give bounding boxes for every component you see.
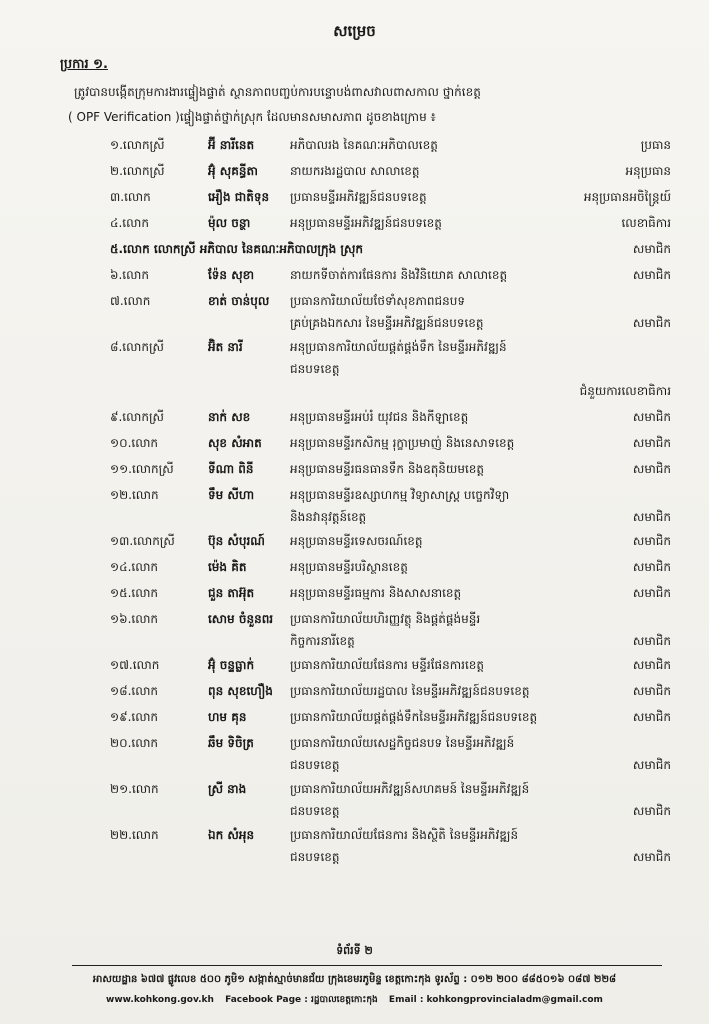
- member-title: ១.លោកស្រី: [110, 138, 165, 152]
- member-name: ឆឹម ទិចិត្រ: [208, 736, 254, 750]
- member-name: ប៊ុន សំបុរណ៍: [208, 534, 265, 548]
- footer-website: www.kohkong.gov.kh: [106, 995, 214, 1005]
- member-title: ១៦.លោក: [110, 612, 159, 626]
- member-position: អនុប្រធានមន្ទីរកសិកម្ម រុក្ខាប្រមាញ់ និងនេសាទខេត្ត: [290, 436, 515, 450]
- member-list: [0, 135, 709, 871]
- page-number: ទំព័រទី ២: [336, 944, 373, 957]
- member-row: [0, 609, 709, 655]
- member-position: ប្រធានការិយាល័យផែនការ មន្ទីរផែនការខេត្ត: [290, 658, 485, 672]
- member-role: សមាជិក: [632, 710, 671, 724]
- member-row: [0, 459, 709, 485]
- member-row: [0, 531, 709, 557]
- member-row: [0, 433, 709, 459]
- member-title: ១៩.លោក: [110, 710, 159, 724]
- member-name: អ៊ី នារីនេត: [208, 138, 255, 152]
- member-name: អឿង ជាតិទុន: [208, 190, 270, 204]
- member-name: នាក់ សខ: [208, 410, 251, 424]
- member-role: អនុប្រធាន: [625, 164, 671, 178]
- member-title: ៦.លោក: [110, 268, 149, 282]
- member-row: [0, 187, 709, 213]
- intro-line-1: ត្រូវបានបង្កើតក្រុមការងារផ្ទៀងផ្ទាត់ ស្ថានភាពបញ្ចប់ការបន្ទោបង់ពាសវាលពាសកាល ថ្នាក់ខេត្ត: [74, 85, 481, 99]
- member-position: ប្រធានការិយាល័យផែនការ និងស្ថិតិ នៃមន្ទីរអភិវឌ្ឍន៍: [290, 828, 519, 842]
- member-position: ប្រធានការិយាល័យអភិវឌ្ឍន៍សហគមន៍ នៃមន្ទីរអភិវឌ្ឍន៍: [290, 782, 530, 796]
- member-row: [0, 733, 709, 779]
- member-position-cont: ជនបទខេត្ត: [290, 804, 340, 818]
- member-position-cont: ជនបទខេត្ត: [290, 758, 340, 772]
- member-name: ម៉ុល ចន្ថា: [208, 216, 251, 230]
- member-position: ប្រធានមន្ទីរអភិវឌ្ឍន៍ជនបទខេត្ត: [290, 190, 427, 204]
- member-role: អនុប្រធានអចិន្ត្រៃយ៍: [583, 190, 671, 204]
- member-name: សុខ សំអាត: [208, 436, 262, 450]
- member-name: ទីណា ពិនី: [208, 462, 254, 476]
- member-name: ឯក សំអុន: [208, 828, 255, 842]
- member-role: សមាជិក: [632, 634, 671, 648]
- member-position: ប្រធានការិយាល័យផ្គត់ផ្គង់ទឹកនៃមន្ទីរអភិវឌ្ឍន៍ជនបទខេត្ត: [290, 710, 538, 724]
- member-title: ១០.លោក: [110, 436, 159, 450]
- member-name: ទឹម សីហា: [208, 488, 255, 502]
- member-role: សមាជិក: [632, 758, 671, 772]
- member-title: ១៥.លោក: [110, 586, 159, 600]
- member-role: ជំនួយការលេខាធិការ: [579, 384, 671, 398]
- footer-facebook: Facebook Page : រដ្ឋបាលខេត្តកោះកុង: [225, 995, 378, 1005]
- member-name: ពុន សុខហឿង: [208, 684, 273, 698]
- member-title: ៩.លោកស្រី: [110, 410, 164, 424]
- member-row: [0, 825, 709, 871]
- member-position-cont: និងនវានុវត្តន៍ខេត្ត: [290, 510, 367, 524]
- member-role: សមាជិក: [632, 410, 671, 424]
- member-role: ប្រធាន: [640, 138, 671, 152]
- member-position: ប្រធានការិយាល័យសេដ្ឋកិច្ចជនបទ នៃមន្ទីរអភិវឌ្ឍន៍: [290, 736, 515, 750]
- member-title: ២០.លោក: [110, 736, 159, 750]
- member-position: អនុប្រធានមន្ទីរបរិស្ថានខេត្ត: [290, 560, 408, 574]
- member-title: ៨.លោកស្រី: [110, 340, 164, 354]
- member-title: ១២.លោក: [110, 488, 159, 502]
- member-title: ២១.លោក: [110, 782, 159, 796]
- member-row: [0, 583, 709, 609]
- member-position: នាយកទីចាត់ការផែនការ និងវិនិយោគ សាលាខេត្ត: [290, 268, 508, 282]
- member-role: សមាជិក: [632, 268, 671, 282]
- member-title: ២.លោកស្រី: [110, 164, 165, 178]
- member-title: ១៨.លោក: [110, 684, 159, 698]
- member-row: [0, 557, 709, 583]
- member-position: ប្រធានការិយាល័យរដ្ឋបាល នៃមន្ទីរអភិវឌ្ឍន៍ជនបទខេត្ត: [290, 684, 530, 698]
- member-role: សមាជិក: [632, 462, 671, 476]
- member-row: [0, 161, 709, 187]
- member-role: សមាជិក: [632, 534, 671, 548]
- member-name: ៥.លោក លោកស្រី អភិបាល នៃគណៈអភិបាលក្រុង ស្រុក: [110, 242, 364, 256]
- member-role: សមាជិក: [632, 684, 671, 698]
- member-row: [0, 707, 709, 733]
- member-role: សមាជិក: [632, 850, 671, 864]
- member-name: ហម គុន: [208, 710, 247, 724]
- member-row: [0, 291, 709, 337]
- member-position: នាយករងរដ្ឋបាល សាលាខេត្ត: [290, 164, 420, 178]
- footer-contacts: [0, 994, 709, 1007]
- member-name: ខាត់ ចាន់បុល: [208, 294, 270, 308]
- footer-email: Email : kohkongprovincialadm@gmail.com: [388, 995, 603, 1005]
- member-title: ៧.លោក: [110, 294, 151, 308]
- member-title: ១៧.លោក: [110, 658, 160, 672]
- member-role: សមាជិក: [632, 316, 671, 330]
- member-position: អនុប្រធានការិយាល័យផ្គត់ផ្គង់ទឹក នៃមន្ទីរអភិវឌ្ឍន៍: [290, 340, 507, 354]
- member-role: សមាជិក: [632, 560, 671, 574]
- member-title: ១៣.លោកស្រី: [110, 534, 175, 548]
- member-row: [0, 655, 709, 681]
- member-role: សមាជិក: [632, 658, 671, 672]
- member-position-cont: កិច្ចការនារីខេត្ត: [290, 634, 355, 648]
- member-position: ប្រធានការិយាល័យថែទាំសុខភាពជនបទ: [290, 294, 465, 308]
- member-position: អនុប្រធានមន្ទីរអប់រំ យុវជន និងកីឡាខេត្ត: [290, 410, 469, 424]
- article-number: ប្រការ ១.: [60, 57, 108, 72]
- member-role: សមាជិក: [632, 586, 671, 600]
- member-position: អនុប្រធានមន្ទីរឧស្សាហកម្ម វិទ្យាសាស្ត្រ បច្ចេកវិទ្យា: [290, 488, 510, 502]
- member-name: សោម ចំនួនពរ: [208, 612, 274, 626]
- member-row: [0, 239, 709, 265]
- member-name: ម៉េង គិត: [208, 560, 247, 574]
- member-row: [0, 337, 709, 407]
- page-title: សម្រេច: [333, 22, 376, 40]
- member-name: អ៊ុំ ចន្ទធ្លាក់: [208, 658, 255, 672]
- member-name: ជួន តាអ៊ុត: [208, 586, 255, 600]
- member-position-cont: ជនបទខេត្ត: [290, 850, 340, 864]
- member-row: [0, 135, 709, 161]
- member-position: អនុប្រធានមន្ទីរធម្មការ និងសាសនាខេត្ត: [290, 586, 462, 600]
- member-row: [0, 681, 709, 707]
- member-row: [0, 265, 709, 291]
- footer-address: អាសយដ្ឋាន ៦៧៧ ផ្លូវលេខ ៥០០ ភូមិ១ សង្កាត់ស្មាច់មានជ័យ ក្រុងខេមរភូមិន្ទ ខេត្តកោះកុង ទូរស័ព្ទ : ០១២ ២០០ ៨៨៥០១៦ ០៨៧ ២២៨: [92, 974, 617, 985]
- member-position-cont: គ្រប់គ្រងឯកសារ នៃមន្ទីរអភិវឌ្ឍន៍ជនបទខេត្ត: [290, 316, 484, 330]
- member-row: [0, 213, 709, 239]
- member-row: [0, 485, 709, 531]
- member-role: សមាជិក: [632, 510, 671, 524]
- member-name: អ៊ុំ សុគន្ធីតា: [208, 164, 258, 178]
- member-title: ១៤.លោក: [110, 560, 159, 574]
- member-name: អ៊ិត នារី: [208, 340, 243, 354]
- member-row: [0, 779, 709, 825]
- intro-paragraph: [68, 80, 674, 130]
- member-position: អនុប្រធានមន្ទីរធនធានទឹក និងឧតុនិយមខេត្ត: [290, 462, 485, 476]
- member-title: ២២.លោក: [110, 828, 159, 842]
- intro-line-2: ( OPF Verification )ផ្ទៀងផ្ទាត់ថ្នាក់ស្រុក ដែលមានសមាសភាព ដូចខាងក្រោម ៖: [68, 110, 436, 124]
- member-role: សមាជិក: [632, 436, 671, 450]
- member-name: ស្រី នាង: [208, 782, 247, 796]
- member-row: [0, 407, 709, 433]
- member-title: ១១.លោកស្រី: [110, 462, 174, 476]
- member-position: ប្រធានការិយាល័យហិរញ្ញវត្ថុ និងផ្គត់ផ្គង់មន្ទីរ: [290, 612, 481, 626]
- member-title: ៣.លោក: [110, 190, 151, 204]
- member-position: អនុប្រធានមន្ទីរទេសចរណ៍ខេត្ត: [290, 534, 423, 548]
- member-position: អភិបាលរង នៃគណៈអភិបាលខេត្ត: [290, 138, 438, 152]
- member-name: ទ៉ែន សុខា: [208, 268, 255, 282]
- member-position: អនុប្រធានមន្ទីរអភិវឌ្ឍន៍ជនបទខេត្ត: [290, 216, 442, 230]
- member-title: ៤.លោក: [110, 216, 149, 230]
- member-role: លេខាធិការ: [621, 216, 671, 230]
- member-role: សមាជិក: [632, 804, 671, 818]
- member-position-cont: ជនបទខេត្ត: [290, 362, 340, 376]
- footer-divider: [72, 965, 662, 966]
- member-role: សមាជិក: [632, 242, 671, 256]
